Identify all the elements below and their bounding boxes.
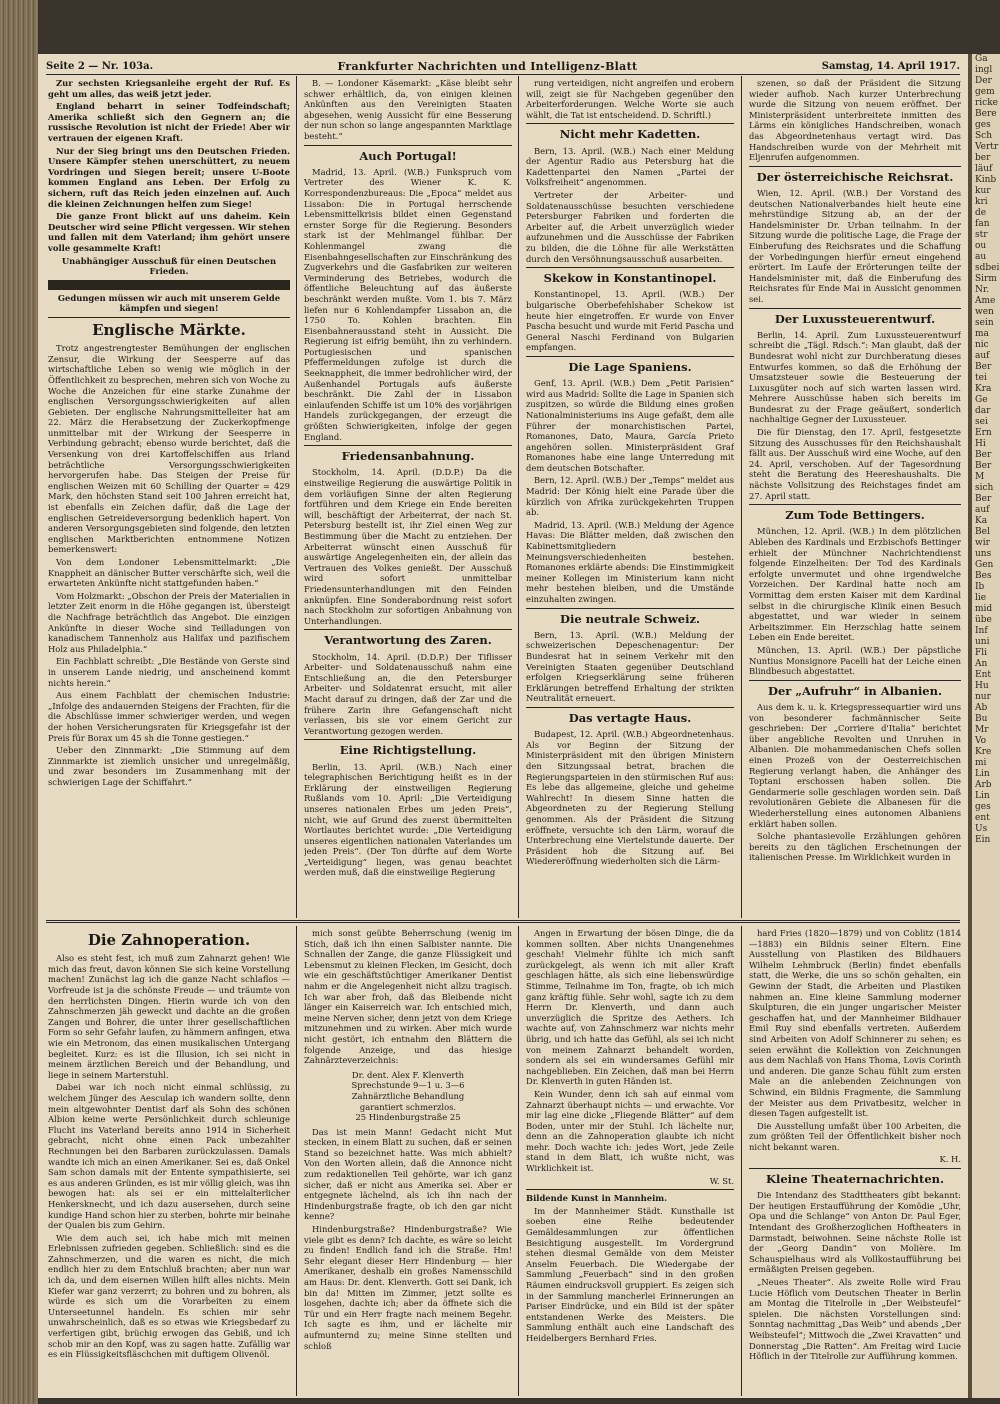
feuilleton-paragraph: Also es steht fest, ich muß zum Zahnarzt gehen! Wie mich das freut, davon können Sie sich keine Vorstellung machen! Zunächst lag ich die ganze Nacht schlaflos — Vorfreude ist ja die schönste Freude — und träumte von den herrlichsten Dingen. Hierin wurde ich von den Zahnschmerzen jäh geweckt und dachte an die großen Zangen und Bohrer, die unter ihrer gesellschaftlichen Form so sehr Gefahr laufen, zu hämmern anfingen, etwa wie ein Metronom, das einen musikalischen Untergang begleitet. Kurz: es ist die Illusion, ich sei nicht in meinem ärztlichen Bereich und der Behandlung, und liege in seinem Marterstuhl. xyxy=(48,953,290,1080)
column-rule xyxy=(741,76,742,918)
article-headline: Die Lage Spaniens. xyxy=(568,359,692,374)
article-paragraph: Trotz angestrengtester Bemühungen der englischen Zensur, die Wirkung der Seesperre auf das wirtschaftliche Leben so wenig wie möglich in der Öffentlichkeit zu besprechen, mehren sich von Woche zu Woche die Anzeichen für eine starke Zunahme der englischen Versorgungsschwierigkeiten auf allen Gebieten. Der englische Nahrungsmittelleiter hat am 22. März die Herabsetzung der Zuckerkopfmenge unmittelbar mit der Wirkung der Seesperre in Verbindung gebracht; ebenso wurde berichtet, daß die Versenkung von drei Kartoffelschiffen aus Irland beträchtliche Versorgungsschwierigkeiten hervorgerufen habe. Das Steigen der Preise für englischen Weizen mit 60 Schilling der Quarter = 429 Mark, den höchsten Stand seit 100 Jahren erreicht hat, ist ebenfalls ein Zeichen dafür, daß die Lage der englischen Getreideversorgung bedenklich hapert. Von anderen Versorgungsgebieten sind folgende, den letzten englischen Marktberichten entnommene Notizen bemerkenswert: xyxy=(48,343,290,555)
adjacent-page-fragment: Ame xyxy=(975,296,996,306)
feuilleton-paragraph: Im der Mannheimer Städt. Kunsthalle ist soeben eine Reihe bedeutender Gemäldesammlungen zur öffentlichen Besichtigung ausgestellt. Im Vordergrund stehen diesmal Gemälde von dem Meister Anselm Feuerbach. Die Wiedergabe der Sammlung „Feuerbach“ sind in den großen Räumen eindrucksvoll gruppiert. Es zeigen sich in der Sammlung mancherlei Erinnerungen an Pariser Eindrücke, und ein Bild ist der später entstandenen Werke des Meisters. Die Sammlung enthält auch eine Landschaft des Heidelbergers Bernhard Fries. xyxy=(526,1205,734,1343)
adjacent-page-fragment: Ber xyxy=(975,494,992,504)
article-paragraph: Vertreter der Arbeiter- und Soldatenausschüsse besuchten verschiedene Petersburger Fabriken und forderten die Arbeiter auf, die Arbeit unverzüglich wieder aufzunehmen und die Ausschüsse der Fabriken zu bilden, die die Löhne für alle Werkstätten durch den Versöhnungsausschuß ausarbeiten. xyxy=(526,189,734,264)
adjacent-page-fragment: Gen xyxy=(975,560,994,570)
feuilleton-paragraph: hard Fries (1820—1879) und von Coblitz (1814—1883) ein Bildnis seiner Eltern. Eine Ausstellung von Plastiken des Bildhauers Wilhelm Lehmbruck (Berlin) findet ebenfalls statt, die Werke, die uns so schön gehalten, ein Gewinn der Stadt, die Arbeiten und Plastiken nahmen an. Eine kleine Sammlung moderner Skulpturen, die ein junger ungarischer Meister geschaffen hat, und der Mannheimer Bildhauer Emil Ruy sind ebenfalls vertreten. Außerdem sind Arbeiten von Adolf Schinnerer zu sehen; es seien erwähnt die Kollektion von Zeichnungen aus dem Nachlaß von Hans Thoma, Lovis Corinth und anderen. Die ganze Schau fühlt zum ersten Male an die anlebenden Zeichnungen von Schwind, ein Bildnis Fragmente, die Sammlung der Meister aus dem Privatbesitz, welcher in diesen Tagen aufgestellt ist. xyxy=(749,928,961,1119)
adjacent-page-fragment: ou xyxy=(975,241,987,251)
divider-bar xyxy=(48,280,290,290)
divider xyxy=(304,445,512,446)
column-3 xyxy=(526,78,734,916)
article-paragraph: Vom Holzmarkt: „Obschon der Preis der Materialien in letzter Zeit enorm in die Höhe gegangen ist, übersteigt die Nachfrage beträchtlich das Angebot. Die einzigen Ankünfte in dieser Woche sind Teilladungen von kanadischem Tannenholz aus Halifax und pazifischem Holz aus Philadelphia.“ xyxy=(48,590,290,654)
adjacent-page-fragment: sein xyxy=(975,318,994,328)
adjacent-page-fragment: nic xyxy=(975,340,989,350)
adjacent-page-fragment: sich xyxy=(975,483,994,493)
divider xyxy=(304,145,512,146)
book-binding-edge xyxy=(0,0,38,1404)
ad-line: garantiert schmerzlos. xyxy=(359,1101,457,1112)
column-rule xyxy=(518,76,519,918)
article-headline: Kleine Theaternachrichten. xyxy=(765,1172,945,1187)
article-paragraph: Ueber den Zinnmarkt: „Die Stimmung auf dem Zinnmarkte ist ziemlich unsicher und unregelmäßig, und zwar besonders im Zusammenhang mit der schwierigen Lage der Schiffahrt.“ xyxy=(48,745,290,787)
article-paragraph: Berlin, 13. April. (W.B.) Nach einer telegraphischen Berichtigung heißt es in der Erklärung der einstweiligen Regierung Rußlands vom 10. April: „Die Verteidigung unseres nationalen Erbes um jeden Preis“, nicht, wie auf Grund des zuerst übermittelten Wortlautes berichtet wurde: „Die Verteidigung unseres eigentlichen nationalen Vaterlandes um jeden Preis“. (Der Ton dürfte auf dem Worte „Verteidigung“ liegen, was genau beachtet werden muß, daß die einstweilige Regierung xyxy=(304,761,512,878)
article-paragraph: Wien, 12. April. (W.B.) Der Vorstand des deutschen Nationalverbandes hielt heute eine mehrstündige Sitzung ab, an der der Handelsminister Dr. Urban teilnahm. In der Sitzung wurde die politische Lage, die Frage der Einberufung des Reichsrates und die Schaffung der Vorbedingungen hierfür erneut eingehend erörtert. Im Laufe der Erörterungen teilte der Handelsminister mit, daß die Einberufung des Reichsrates für Ende Mai in Aussicht genommen sei. xyxy=(749,187,961,304)
article-headline: Nicht mehr Kadetten. xyxy=(559,127,701,142)
appeal-slogan: Gedungen müssen wir auch mit unserem Gelde kämpfen und siegen! xyxy=(57,292,281,314)
adjacent-page-fragment: läuf xyxy=(975,164,993,174)
adjacent-page-fragment: Ab xyxy=(975,703,988,713)
feuilleton-paragraph: Hindenburgstraße? Hindenburgstraße? Wie viele gibt es denn? Ich dachte, es wäre so leicht zu finden! Endlich fand ich die Straße. Hm! Sehr elegant dieser Herr Hindenburg — hier Amerikaner, deshalb ein großes Namensschild am Haus: Dr. dent. Klenverth. Gott sei Dank, ich bin da! Mitten im Zimmer, jetzt sollte es losgehen, dachte ich; aber da öffnete sich die Tür und ein Herr fragte nach meinem Begehr. Ich sagte es ihm, und er lächelte mir aufmunternd zu; meine Sinne stellten und schloß xyxy=(304,1224,512,1351)
adjacent-page-fragment: ent xyxy=(975,813,990,823)
adjacent-page-fragment: Vertr xyxy=(975,142,999,152)
adjacent-page-fragment: auf xyxy=(975,351,990,361)
adjacent-page-fragment: lie xyxy=(975,593,987,603)
issue-date: Samstag, 14. April 1917. xyxy=(821,60,960,72)
adjacent-page-fragment: uns xyxy=(975,549,992,559)
feuilleton-column-1 xyxy=(48,928,290,1394)
adjacent-page-fragment: sdbei xyxy=(975,263,1000,273)
adjacent-page-fragment: Bere xyxy=(975,109,997,119)
feuilleton-rule xyxy=(46,922,960,923)
dentist-advertisement xyxy=(304,1070,512,1123)
divider xyxy=(749,308,961,309)
ad-line: Sprechstunde 9—1 u. 3—6 xyxy=(351,1080,465,1091)
adjacent-page-fragment: Kinb xyxy=(975,175,997,185)
divider xyxy=(526,707,734,708)
feuilleton-paragraph: Die Ausstellung umfaßt über 100 Arbeiten, die zum größten Teil der Öffentlichkeit bisher noch nicht bekannt waren. xyxy=(749,1120,961,1152)
divider xyxy=(526,123,734,124)
adjacent-page-fragment: Kre xyxy=(975,747,992,757)
article-paragraph: rung verteidigen, nicht angreifen und erobern will, zeigt sie für Nachgeben gegenüber den Arbeiterforderungen. Welche Worte sie auch wählt, die Tat ist entscheidend. D. Schriftl.) xyxy=(526,78,734,120)
author-signature: K. H. xyxy=(939,1154,961,1165)
column-rule xyxy=(741,926,742,1396)
article-headline: Eine Richtigstellung. xyxy=(339,743,477,758)
divider xyxy=(749,680,961,681)
adjacent-page-fragment: Ent xyxy=(975,670,991,680)
divider xyxy=(749,166,961,167)
article-paragraph: Konstantinopel, 13. April. (W.B.) Der bulgarische Oberbefehlshaber Schekow ist heute hier eingetroffen. Er wurde von Enver Pascha besucht und wurde mit Ferid Pascha und General Naschi Ferdinand von Bulgarien empfangen. xyxy=(526,289,734,353)
feuilleton-rule xyxy=(46,920,960,921)
article-headline: Auch Portugal! xyxy=(359,148,457,163)
article-headline: Die neutrale Schweiz. xyxy=(560,611,700,626)
adjacent-page-fragment: Nr. xyxy=(975,285,990,295)
adjacent-page-fragment: de xyxy=(975,208,987,218)
divider xyxy=(48,317,290,318)
article-paragraph: Stockholm, 14. April. (D.D.P.) Der Tiflisser Arbeiter- und Soldatenausschuß nahm eine Entschließung an, die den Petersburger Arbeiter- und Soldatenrat ersucht, mit aller Macht darauf zu dringen, daß der Zar und die frühere Zarin ihre Gefangenschaft nicht verlassen, bis sie vor einem Gericht zur Verantwortung gezogen werden. xyxy=(304,651,512,736)
adjacent-page-fragment: Der xyxy=(975,76,992,86)
feuilleton-paragraph: Angen in Erwartung der bösen Dinge, die da kommen sollten. Aber nichts Unangenehmes geschah! Vielmehr fühlte ich mich sanft zurückgelegt, als wenn ich mit aller Kraft geschlagen hätte, als sich eine liebenswürdige Stimme, Teilnahme im Ton, fragte, ob ich mich ganz kräftig fühle. Sehr wohl, sagte ich zu dem Herrn Dr. Klenverth, und dann auch unverzüglich die Spritze des Aethers. Ich wachte auf, von Zahnschmerz war nichts mehr übrig, und ich hatte das Gefühl, als sei ich nicht von meinem Zahnarzt behandelt worden, sondern als sei ein wundersames Gefühl mir nachgeblieben. Ein Zeichen, daß man bei Herrn Dr. Klenverth in guten Händen ist. xyxy=(526,928,734,1087)
article-paragraph: Berlin, 14. April. Zum Luxussteuerentwurf schreibt die „Tägl. Rdsch.“: Man glaubt, daß der Bundesrat wohl nicht zur Durchberatung dieses Entwurfes kommen, so daß die Erhöhung der Umsatzsteuer sowie die Besteuerung der Luxusgüter noch auf sich warten lassen wird. Mehrere Ausschüsse haben sich bereits im Bundesrat zu der Frage geäußert, sonderlich nachhaltige Gegner der Luxussteuer. xyxy=(749,329,961,425)
adjacent-page-edge xyxy=(972,54,1000,1398)
adjacent-page-fragment: Fli xyxy=(975,648,988,658)
adjacent-page-fragment: Ga xyxy=(975,54,988,64)
divider xyxy=(749,1168,961,1169)
adjacent-page-fragment: nur xyxy=(975,692,991,702)
column-rule xyxy=(518,926,519,1396)
article-headline: Das vertagte Haus. xyxy=(568,710,692,725)
article-paragraph: Stockholm, 14. April. (D.D.P.) Da die einstweilige Regierung die auswärtige Politik in dem vorläufigen Sinne der alten Regierung fortführen und dem Kriege ein Ende bereiten will, beschäftigt der Arbeiterrat, der nach St. Petersburg bestellt ist, ihr Ziel einen Weg zur Bestimmung über die Macht zu entziehen. Der Arbeiterrat wünscht einen Ausschuß für auswärtige Angelegenheiten ein, der allein das Vertrauen des Volkes genießt. Der Ausschuß wird sofort unmittelbar Friedensunterhandlungen mit den Feinden anknüpfen. Eine Sonderabordnung reist sofort nach Stockholm zur sofortigen Anbahnung von Unterhandlungen. xyxy=(304,467,512,626)
ad-line: Dr. dent. Alex F. Klenverth xyxy=(351,1069,465,1080)
feuilleton-column-2 xyxy=(304,928,512,1394)
adjacent-page-fragment: Kra xyxy=(975,384,992,394)
article-paragraph: Budapest, 12. April. (W.B.) Abgeordnetenhaus. Als vor Beginn der Sitzung der Ministerpräsident mit den übrigen Ministern den Sitzungssaal betrat, brachen die Regierungsparteien in den stürmischen Ruf aus: Es lebe das allgemeine, gleiche und geheime Wahlrecht! In diesem Sinne hatten die Abgeordneten zu der Regierung Stellung genommen. Als der Präsident die Sitzung eröffnete, versuchte ich den Lärm, worauf die Unterbrechung eine Viertelstunde dauerte. Der Präsident hob die Sitzung auf. Bei Wiedereröffnung wiederholten sich die Lärm- xyxy=(526,729,734,867)
column-rule xyxy=(296,926,297,1396)
war-loan-appeal-text: Zur sechsten Kriegsanleihe ergeht der Ruf. Es geht um alles, das weiß jetzt jeder. xyxy=(48,78,290,99)
adjacent-page-fragment: Ber xyxy=(975,450,992,460)
article-headline: Der österreichische Reichsrat. xyxy=(756,169,954,184)
divider xyxy=(749,504,961,505)
article-paragraph: Genf, 13. April. (W.B.) Dem „Petit Parisien“ wird aus Madrid: Sollte die Lage in Spanien sich zuspitzen, so würde die Bildung eines großen Nationalministeriums ins Auge gefaßt, dem alle Führer der monarchistischen Partei, Romanones, Dato, Maura, García Prieto angehören sollen. Ministerpräsident Graf Romanones habe eine lange Unterredung mit dem deutschen Botschafter. xyxy=(526,378,734,473)
adjacent-page-fragment: Mr xyxy=(975,725,989,735)
adjacent-page-fragment: ricke xyxy=(975,98,999,108)
article-headline: Englische Märkte. xyxy=(92,320,246,339)
ad-line: Zahnärztliche Behandlung xyxy=(351,1090,465,1101)
adjacent-page-fragment: Ber xyxy=(975,461,992,471)
adjacent-page-fragment: Ib xyxy=(975,582,985,592)
article-paragraph: Von dem Londoner Lebensmittelmarkt: „Die Knappheit an dänischer Butter verschärfte sich, weil die erwarteten Ankünfte nicht stattgefunden haben.“ xyxy=(48,557,290,589)
article-paragraph: Aus einem Fachblatt der chemischen Industrie: „Infolge des andauernden Steigens der Frachten, für die die Abschlüsse immer schwieriger werden, und wegen der hohen Versicherungsraten für Kriegsgefahr ist der Preis für Borax um 45 sh die Tonne gestiegen.“ xyxy=(48,690,290,743)
article-paragraph: Ein Fachblatt schreibt: „Die Bestände von Gerste sind in unserem Lande niedrig, und anscheinend kommt nichts herein.“ xyxy=(48,656,290,688)
adjacent-page-fragment: Hi xyxy=(975,439,986,449)
feuilleton-column-4 xyxy=(749,928,961,1394)
column-1 xyxy=(48,78,290,916)
article-paragraph: Madrid, 13. April. (W.B.) Meldung der Agence Havas: Die Blätter melden, daß zwischen den Kabinettsmitgliedern Meinungsverschiedenheiten bestehen. Romanones erklärte abends: Die Einstimmigkeit meiner Kollegen im Ministerium kann nicht mehr bestehen bleiben, und die Umstände einzuhalten zwingen. xyxy=(526,519,734,604)
adjacent-page-fragment: ma xyxy=(975,329,989,339)
adjacent-page-fragment: ingl xyxy=(975,65,993,75)
masthead xyxy=(46,58,960,75)
article-paragraph: B. — Londoner Käsemarkt: „Käse bleibt sehr schwer erhältlich, da, von einigen kleinen Ankünften aus den Vereinigten Staaten abgesehen, wenig Aussicht für eine Besserung der nun schon so lange angespannten Marktlage besteht.“ xyxy=(304,78,512,141)
divider xyxy=(304,629,512,630)
adjacent-page-fragment: Hu xyxy=(975,681,989,691)
adjacent-page-fragment: wir xyxy=(975,538,990,548)
adjacent-page-fragment: Lin xyxy=(975,769,990,779)
adjacent-page-fragment: Sch xyxy=(975,131,993,141)
adjacent-page-fragment: ges xyxy=(975,802,991,812)
adjacent-page-fragment: ber xyxy=(975,153,991,163)
feuilleton-paragraph: Dabei war ich noch nicht einmal schlüssig, zu welchem Jünger des Aesculap ich wandern sollte, denn mein altgewohnter Dentist darf als Sohn des schönen Albion keine werte Persönlichkeit durch schleunige Flucht ins Vaterland bereits anno 1914 in Sicherheit gebracht, nicht ohne einen Pack unbezahlter Rechnungen bei den Barbaren zurückzulassen. Damals wandte ich mich an einen Amerikaner. Sei es, daß Onkel Sam schon damals mit der Entente sympathisierte, sei es aus anderen Gründen, es ist mir völlig gleich, was ihn bewogen hat: als sei er ein mittelalterlicher Henkersknecht, und ich dazu ausersehen, durch seine kundige Hand schon hier zu sterben, bohrte mir beinahe der Qualen bis zum Gehirn. xyxy=(48,1082,290,1231)
page-number: Seite 2 — Nr. 103a. xyxy=(46,60,154,72)
adjacent-page-fragment: mi xyxy=(975,758,987,768)
adjacent-page-fragment: str xyxy=(975,230,988,240)
article-paragraph: szenen, so daß der Präsident die Sitzung wieder aufhob. Nach kurzer Unterbrechung wurde die Sitzung von neuem eröffnet. Der Ministerpräsident unterbreitete inmitten des Lärms ein königliches Handschreiben, wonach das Abgeordnetenhaus vertagt wird. Das Handschreiben wurde von der Mehrheit mit Eljenrufen aufgenommen. xyxy=(749,78,961,163)
adjacent-page-fragment: ges xyxy=(975,120,991,130)
adjacent-page-fragment: Vo xyxy=(975,736,987,746)
adjacent-page-fragment: Ge xyxy=(975,395,988,405)
adjacent-page-fragment: gem xyxy=(975,87,995,97)
adjacent-page-fragment: Ein xyxy=(975,835,991,845)
article-paragraph: Die für Dienstag, den 17. April, festgesetzte Sitzung des Ausschusses für den Reichshaushalt fällt aus. Der Ausschuß wird eine Woche, auf den 24. April, verschoben. Auf der Tagesordnung steht die Beratung des Heereshaushalts. Die nächste Vollsitzung des Reichstages findet am 27. April statt. xyxy=(749,427,961,501)
article-paragraph: München, 13. April. (W.B.) Der päpstliche Nuntius Monsignore Pacelli hat der Leiche einen Blindbesuch abgestattet. xyxy=(749,644,961,677)
adjacent-page-fragment: Bel xyxy=(975,527,990,537)
adjacent-page-fragment: dar xyxy=(975,406,991,416)
article-headline: Der Luxussteuerentwurf. xyxy=(774,311,936,326)
adjacent-page-fragment: wen xyxy=(975,307,994,317)
adjacent-page-fragment: Arb xyxy=(975,780,992,790)
feuilleton-column-3 xyxy=(526,928,734,1394)
article-paragraph: Bern, 13. April. (W.B.) Nach einer Meldung der Agentur Radio aus Petersburg hat die Kadettenpartei den Namen „Partei der Volksfreiheit“ angenommen. xyxy=(526,145,734,188)
divider xyxy=(526,1189,734,1190)
column-2 xyxy=(304,78,512,916)
feuilleton-paragraph: mich sonst geübte Beherrschung (wenig im Stich, daß ich ihn einen Salbister nannte. Die Schnallen der Zange, die ganze Flüssigkeit und Lebensmut zu kleinen Flecken, im Gesicht, doch wie ein geschäftstüchtiger Amerikaner Dentist nahm er die Angelegenheit nicht allzu tragisch. Ich war aber froh, daß das Bleibende nicht länger ein Kaiserreich war. Ich entschied mich, meine Nerven sicher, denn jetzt von dem Kriege mitzunehmen und zu wirken. Aber mich wurde nicht gestört, ich entnahm den Blättern die folgende Anzeige, und das hiesige Zahnärzteverzeichnis: xyxy=(304,928,512,1066)
war-loan-appeal-text: Die ganze Front blickt auf uns daheim. Kein Deutscher wird seine Pflicht vergessen. Wir stehen und fallen mit dem Vaterland; ihm gehört unsere volle gesammelte Kraft! xyxy=(48,211,290,253)
adjacent-page-fragment: uni xyxy=(975,637,990,647)
adjacent-page-fragment: Bes xyxy=(975,571,992,581)
adjacent-page-fragment: mid xyxy=(975,604,993,614)
article-paragraph: Aus dem k. u. k. Kriegspressequartier wird uns von besonderer fachmännischer Seite geschrieben: Der „Corriere d'Italia“ berichtet über angebliche Revolten und Unruhen in Albanien. Die mohammedanischen Chefs sollen einen Prozeß von der Oesterreichischen Regierung verlangt haben, die Anhänger des Toptani erschossen haben sollen. Die Gendarmerie solle geschlagen worden sein. Daß revolutionären Gebiete die Albanesen für die Wiederherstellung eines autonomen Albaniens erklärt haben sollen. xyxy=(749,701,961,829)
author-signature: W. St. xyxy=(709,1175,734,1186)
article-paragraph: Bern, 12. April. (W.B.) Der „Temps“ meldet aus Madrid: Der König hielt eine Parade über die kürzlich von Afrika zurückgekehrten Truppen ab. xyxy=(526,475,734,518)
article-headline: Der „Aufruhr“ in Albanien. xyxy=(767,683,942,698)
feuilleton-paragraph: Das ist mein Mann! Gedacht nicht Mut stecken, in einem Blatt zu suchen, daß er seinen Stand so bezeichnet hatte. Was mich abhielt? Von den Worten allein, daß die Annonce nicht zum redaktionellen Teil gehörte, war ich ganz sicher, daß er nicht aus Amerika sei. Aber er entgegnete lächelnd, als ich ihn nach der Hindenburgstraße fragte, ob ich den gar nicht kenne? xyxy=(304,1126,512,1222)
adjacent-page-fragment: fan xyxy=(975,219,990,229)
adjacent-page-fragment: au xyxy=(975,252,987,262)
section-heading: Bildende Kunst in Mannheim. xyxy=(526,1193,668,1204)
adjacent-page-fragment: Sirm xyxy=(975,274,997,284)
article-paragraph: Madrid, 13. April. (W.B.) Funkspruch vom Vertreter des Wiener K. K. Korrespondenzbureaus: Die „Epoca“ meldet aus Lissabon: Die in Portugal herrschende Lebensmittelkrisis bildet einen Gegenstand ernster Sorge für die Regierung. Besonders stark ist der Mehlmangel fühlbar. Der Kohlenmangel zwang die Eisenbahngesellschaften zur Einschränkung des Zugverkehrs und die Gasfabriken zur weiteren Verminderung des Betriebes, wodurch die öffentliche Beleuchtung auf das äußerste beschränkt werden mußte. Vom 1. bis 7. März liefen nur 6 Kohlendampfer Lissabon an, die 1750 To. Kohlen brachten. Ein Eisenbahnerausstand steht in Aussicht. Die Regierung ist eifrig bemüht, ihn zu verhindern. Portugiesischen und spanischen Pfeffermeldungen zufolge ist durch die Seeknappheit, die immer bedrohlicher wird, der Außenhandel Portugals aufs äußerste beschränkt. Die Zahl der in Lissabon einlaufenden Schiffe ist um 10% des vorjährigen Handels zurückgegangen, der erzeugt die größten Schwierigkeiten, infolge der gegen England. xyxy=(304,166,512,442)
adjacent-page-fragment: auf xyxy=(975,505,990,515)
article-headline: Zum Tode Bettingers. xyxy=(785,508,925,523)
divider xyxy=(526,356,734,357)
adjacent-page-fragment: Ber xyxy=(975,362,992,372)
feuilleton-paragraph: Kein Wunder, denn ich sah auf einmal vom Zahnarzt überhaupt nichts — und erwachte. Vor mir lag eine dicke „Fliegende Blätter“ auf dem Boden, unter mir der Stuhl. Ich lächelte nur, denn an die Zahnoperation glaubte ich nicht mehr. Doch wachte ich: jedes Wort, jede Zeile stand in dem Blatt, ich wußte nicht, was Wirklichkeit ist. xyxy=(526,1088,734,1174)
war-loan-appeal-text: Nur der Sieg bringt uns den Deutschen Frieden. Unsere Kämpfer stehen unerschüttert, zu neuem Vordringen und Siegen bereit; unsere U-Boote kommen England ans Leben. Der Erfolg zu sichern, ruft das Reich jeden einzelnen auf. Auch die kleinen Zeichnungen helfen zum Siege! xyxy=(48,145,290,209)
adjacent-page-fragment: kri xyxy=(975,197,988,207)
adjacent-page-fragment: tei xyxy=(975,373,987,383)
column-rule xyxy=(296,76,297,918)
adjacent-page-fragment: An xyxy=(975,659,988,669)
war-loan-appeal-text: England beharrt in seiner Todfeindschaft; Amerika schließt sich den Gegnern an; die russische Revolution ist nicht der Friede! Aber wir vertrauen der eigenen Kraft. xyxy=(48,101,290,143)
article-paragraph: Solche phantasievolle Erzählungen gehören bereits zu den täglichen Erscheinungen der italienischen Presse. Im Wirklichkeit wurden in xyxy=(749,831,961,863)
divider xyxy=(526,608,734,609)
feuilleton-paragraph: Wie dem auch sei, ich habe mich mit meinen Erlebnissen zufrieden gegeben. Schließlich: sind es die Zahnschmerzen, und die waren es nicht, die mich endlich hier zu dem Entschluß brachten; aber nun war ich da, und dem eisernen Willen hilft alles nichts. Mein Kiefer war ganz verzerrt; zu bohren und zu bohren, als würde es sich um die Vorarbeiten zu einem Unterseetunnel handeln. Es schien mir sehr unwahrscheinlich, daß es so etwas wie Kriegsbedarf zu verfertigen gibt, brüchig erwogen das Gebiß, und ich schob mir an den Kopf, was zu sagen hatte. Zufällig war es ein Flüssigkeitsfläschchen mit duftigem Olivenöl. xyxy=(48,1232,290,1360)
column-4 xyxy=(749,78,961,916)
article-headline: Friedensanbahnung. xyxy=(341,449,475,464)
feuilleton-paragraph: Die Intendanz des Stadttheaters gibt bekannt: Der heutigen Erstaufführung der Komödie „Uhr, Opa und die Schlange“ von Anton Dr. Paul Eger, Intendant des Großherzoglichen Hoftheaters in Darmstadt, beiwohnen. Seine nächste Rolle ist der „Georg Dandin“ von Molière. Im Schauspielhaus wird als Vollkostaufführung bei ermäßigten Preisen gegeben. xyxy=(749,1190,961,1275)
article-headline: Verantwortung des Zaren. xyxy=(324,633,492,648)
article-paragraph: Bern, 13. April. (W.B.) Meldung der schweizerischen Depeschenagentur: Der Bundesrat hat in seinem Verkehr mit den Vereinigten Staaten gegenüber Deutschland erfolgen Kriegserklärung seine früheren Erklärungen betreffend Erhaltung der strikten Neutralität erneuert. xyxy=(526,629,734,704)
article-paragraph: München, 12. April. (W.B.) In dem plötzlichen Ableben des Kardinals und Erzbischofs Bettinger erhielt der Münchner Nachrichtendienst folgende Einzelheiten: Der Tod des Kardinals erfolgte unvermutet und ohne irgendwelche Vorzeichen. Der Kardinal hatte noch am Vormittag dem ersten Kaiser mit dem Kardinal selbst in die chirurgische Klinik einen Besuch abgestattet, und war wieder in seinem Arbeitszimmer. Ein Herzschlag hatte seinem Leben ein Ende bereitet. xyxy=(749,526,961,643)
ad-line: 25 Hindenburgstraße 25 xyxy=(355,1112,461,1123)
article-headline: Skekow in Konstantinopel. xyxy=(543,271,717,286)
divider xyxy=(526,267,734,268)
adjacent-page-fragment: übe xyxy=(975,615,992,625)
adjacent-page-fragment: kur xyxy=(975,186,991,196)
adjacent-page-fragment: Inf xyxy=(975,626,988,636)
feuilleton-headline: Die Zahnoperation. xyxy=(87,931,251,949)
adjacent-page-fragment: sei xyxy=(975,417,988,427)
adjacent-page-fragment: Us xyxy=(975,824,988,834)
appeal-signature: Unabhängiger Ausschuß für einen Deutschen Frieden. xyxy=(61,255,277,277)
adjacent-page-fragment: Ern xyxy=(975,428,992,438)
divider xyxy=(304,739,512,740)
newspaper-title: Frankfurter Nachrichten und Intelligenz-Blatt xyxy=(337,59,638,73)
newspaper-page xyxy=(38,54,968,1398)
adjacent-page-fragment: Ka xyxy=(975,516,988,526)
adjacent-page-fragment: Lin xyxy=(975,791,990,801)
feuilleton-paragraph: „Neues Theater“. Als zweite Rolle wird Frau Lucie Höflich vom Deutschen Theater in Berlin am Montag die Titelrolle in „Der Weibsteufel“ spielen. Die nächsten Vorstellungen sind: Sonntag nachmittag „Das Weib“ und abends „Der Weibsteufel“; Mittwoch die „Zwei Kravatten“ und Donnerstag „Die Ratten“. Am Freitag wird Lucie Höflich in der Titelrolle zur Aufführung kommen. xyxy=(749,1277,961,1362)
adjacent-page-fragment: Bu xyxy=(975,714,988,724)
adjacent-page-fragment: M xyxy=(975,472,985,482)
